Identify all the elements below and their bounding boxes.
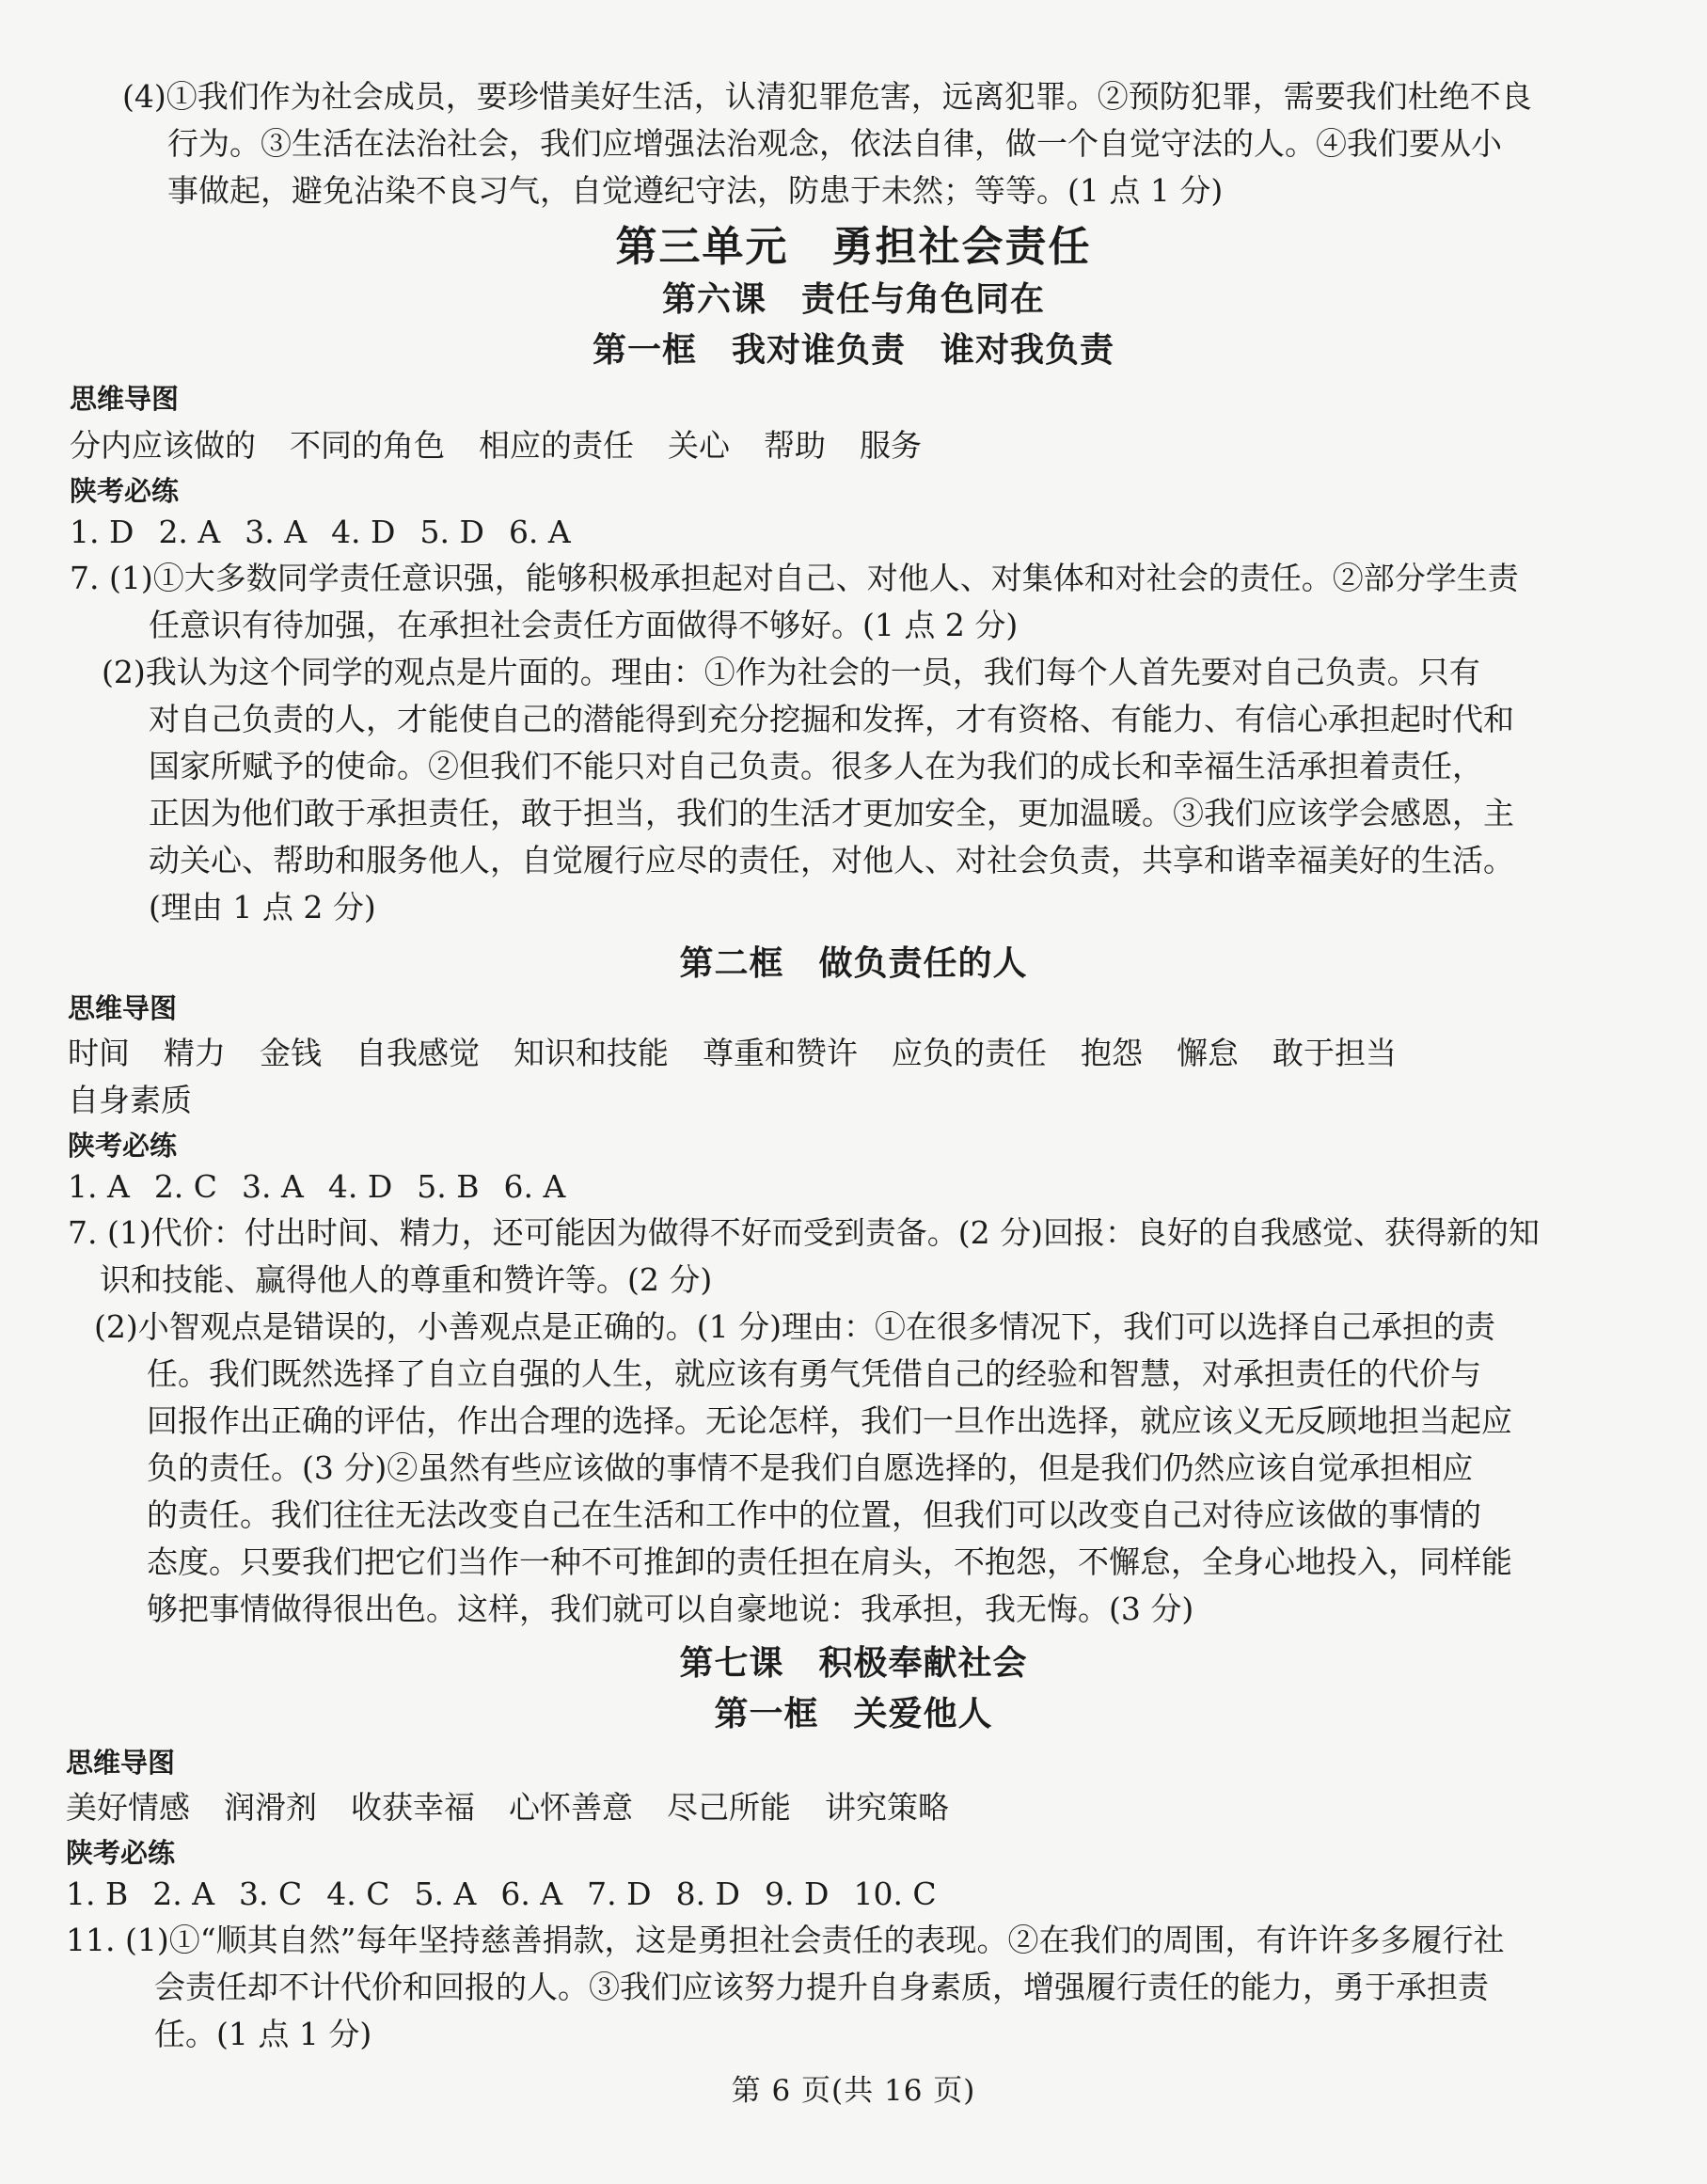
lesson-6-frame-1-title: 第一框 我对谁负责 谁对我负责 xyxy=(592,331,1114,370)
mindmap-label: 思维导图 xyxy=(66,1747,176,1779)
answer-item: 6. A xyxy=(500,1875,563,1912)
answer-item: 3. C xyxy=(239,1875,303,1912)
lesson-6-title: 第六课 责任与角色同在 xyxy=(661,280,1045,319)
answer-item: 9. D xyxy=(765,1875,830,1912)
mindmap-words xyxy=(66,1783,983,1828)
item-4-line-1: (4)①我们作为社会成员，要珍惜美好生活，认清犯罪危害，远离犯罪。②预防犯罪，需要我们杜绝不良 xyxy=(122,78,1532,115)
answer-item: 3. A xyxy=(245,514,308,550)
mindmap-word: 尊重和赞许 xyxy=(703,1035,858,1071)
mindmap-word: 心怀善意 xyxy=(509,1789,633,1826)
q7-line: 国家所赋予的使命。②但我们不能只对自己负责。很多人在为我们的成长和幸福生活承担着责任， xyxy=(149,748,1483,784)
mindmap-word: 敢于担当 xyxy=(1272,1035,1397,1071)
answer-item: 7. D xyxy=(587,1875,652,1912)
answer-item: 1. D xyxy=(70,514,134,550)
answer-item: 4. D xyxy=(331,514,396,550)
answer-item: 4. D xyxy=(327,1168,393,1205)
mindmap-word: 分内应该做的 xyxy=(70,427,256,464)
mindmap-word: 应负的责任 xyxy=(892,1035,1047,1071)
q7-line: 负的责任。(3 分)②虽然有些应该做的事情不是我们自愿选择的，但是我们仍然应该自觉承担相应 xyxy=(147,1449,1474,1486)
q11-line: 会责任却不计代价和回报的人。③我们应该努力提升自身素质，增强履行责任的能力，勇于承担责 xyxy=(154,1969,1489,2005)
unit-title: 第三单元 勇担社会责任 xyxy=(615,223,1092,271)
answer-item: 6. A xyxy=(503,1168,566,1205)
q7-line: 识和技能、赢得他人的尊重和赞许等。(2 分) xyxy=(100,1261,713,1298)
q11-line: 任。(1 点 1 分) xyxy=(154,2016,372,2052)
mindmap-word: 服务 xyxy=(860,427,922,464)
q7-line: 正因为他们敢于承担责任，敢于担当，我们的生活才更加安全，更加温暖。③我们应该学会感恩，主 xyxy=(149,795,1514,831)
mindmap-word: 相应的责任 xyxy=(479,427,634,464)
mindmap-word: 懈怠 xyxy=(1177,1035,1239,1071)
answer-item: 5. B xyxy=(417,1168,480,1205)
q7-line: 对自己负责的人，才能使自己的潜能得到充分挖掘和发挥，才有资格、有能力、有信心承担起时代和 xyxy=(149,701,1514,737)
choice-answers xyxy=(68,1168,590,1205)
q7-line: 任意识有待加强，在承担社会责任方面做得不够好。(1 点 2 分) xyxy=(149,607,1019,643)
q7-line: 动关心、帮助和服务他人，自觉履行应尽的责任，对他人、对社会负责，共享和谐幸福美好的生活。 xyxy=(149,842,1514,878)
mindmap-word: 金钱 xyxy=(260,1035,322,1071)
answer-item: 2. C xyxy=(153,1168,218,1205)
mindmap-word: 美好情感 xyxy=(66,1789,190,1826)
mindmap-words xyxy=(70,421,956,466)
mindmap-word: 精力 xyxy=(164,1035,226,1071)
practice-label: 陕考必练 xyxy=(70,475,180,507)
mindmap-word: 帮助 xyxy=(764,427,826,464)
mindmap-word: 不同的角色 xyxy=(290,427,445,464)
choice-answers xyxy=(66,1875,961,1912)
answer-item: 10. C xyxy=(853,1875,937,1912)
lesson-7-title: 第七课 积极奉献社会 xyxy=(679,1644,1028,1683)
q7-line: (2)我认为这个同学的观点是片面的。理由：①作为社会的一员，我们每个人首先要对自己负责。只有 xyxy=(102,654,1480,690)
answer-item: 5. D xyxy=(419,514,484,550)
q7-line: 7. (1)代价：付出时间、精力，还可能因为做得不好而受到责备。(2 分)回报：良好的自我感觉、获得新的知 xyxy=(68,1214,1540,1251)
practice-label: 陕考必练 xyxy=(66,1837,176,1869)
mindmap-label: 思维导图 xyxy=(70,383,180,415)
answer-item: 5. A xyxy=(414,1875,477,1912)
answer-item: 2. A xyxy=(152,1875,215,1912)
practice-label: 陕考必练 xyxy=(68,1130,178,1162)
item-4-line-3: 事做起，避免沾染不良习气，自觉遵纪守法，防患于未然；等等。(1 点 1 分) xyxy=(167,172,1224,209)
item-4-line-2: 行为。③生活在法治社会，我们应增强法治观念，依法自律，做一个自觉守法的人。④我们要从小 xyxy=(167,125,1502,162)
page-footer: 第 6 页(共 16 页) xyxy=(731,2074,976,2108)
mindmap-word: 时间 xyxy=(68,1035,130,1071)
mindmap-word: 知识和技能 xyxy=(514,1035,669,1071)
mindmap-words xyxy=(68,1029,1430,1073)
choice-answers xyxy=(70,514,595,550)
mindmap-word: 自我感觉 xyxy=(356,1035,480,1071)
mindmap-word: 抱怨 xyxy=(1081,1035,1143,1071)
answer-item: 1. B xyxy=(66,1875,129,1912)
mindmap-words xyxy=(68,1076,226,1120)
q7-line: 任。我们既然选择了自立自强的人生，就应该有勇气凭借自己的经验和智慧，对承担责任的代价与 xyxy=(147,1355,1481,1392)
q7-line: 够把事情做得很出色。这样，我们就可以自豪地说：我承担，我无悔。(3 分) xyxy=(147,1591,1194,1627)
mindmap-word: 自身素质 xyxy=(68,1082,192,1118)
q11-line: 11. (1)①“顺其自然”每年坚持慈善捐款，这是勇担社会责任的表现。②在我们的周围，有许许多多履行社 xyxy=(66,1922,1505,1958)
answer-item: 8. D xyxy=(675,1875,741,1912)
mindmap-word: 收获幸福 xyxy=(351,1789,475,1826)
lesson-6-frame-2-title: 第二框 做负责任的人 xyxy=(679,944,1028,983)
mindmap-word: 关心 xyxy=(668,427,730,464)
answer-item: 2. A xyxy=(158,514,221,550)
q7-line: (2)小智观点是错误的，小善观点是正确的。(1 分)理由：①在很多情况下，我们可以选择自己承担的责 xyxy=(94,1308,1495,1345)
lesson-7-frame-1-title: 第一框 关爱他人 xyxy=(714,1695,993,1733)
answer-item: 6. A xyxy=(508,514,571,550)
q7-line: (理由 1 点 2 分) xyxy=(149,889,376,926)
q7-line: 7. (1)①大多数同学责任意识强，能够积极承担起对自己、对他人、对集体和对社会的责任。②部分学生责 xyxy=(70,560,1519,596)
mindmap-word: 讲究策略 xyxy=(825,1789,949,1826)
answer-item: 4. C xyxy=(326,1875,390,1912)
mindmap-word: 尽己所能 xyxy=(667,1789,791,1826)
answer-item: 3. A xyxy=(242,1168,304,1205)
q7-line: 态度。只要我们把它们当作一种不可推卸的责任担在肩头，不抱怨，不懈怠，全身心地投入，同样能 xyxy=(147,1543,1512,1580)
mindmap-word: 润滑剂 xyxy=(224,1789,317,1826)
q7-line: 回报作出正确的评估，作出合理的选择。无论怎样，我们一旦作出选择，就应该义无反顾地担当起应 xyxy=(147,1402,1512,1439)
mindmap-label: 思维导图 xyxy=(68,992,178,1024)
q7-line: 的责任。我们往往无法改变自己在生活和工作中的位置，但我们可以改变自己对待应该做的事情的 xyxy=(147,1496,1481,1533)
answer-item: 1. A xyxy=(68,1168,130,1205)
